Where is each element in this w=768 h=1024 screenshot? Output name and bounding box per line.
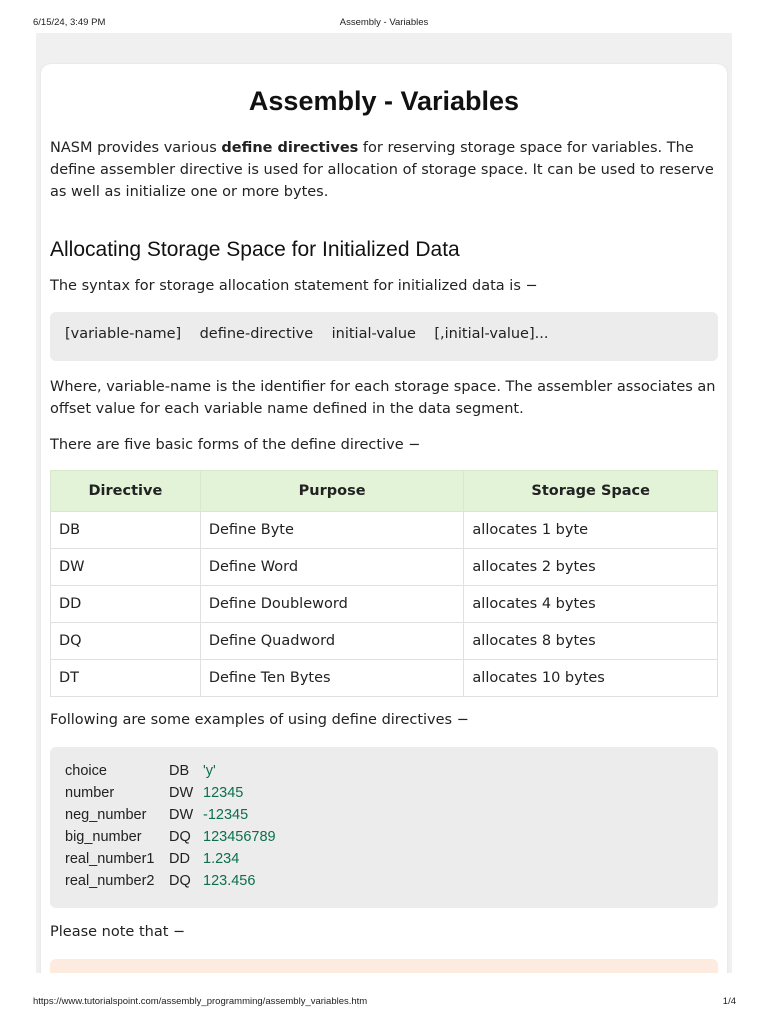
table-cell: DT — [51, 660, 201, 697]
code-variable-name: big_number — [65, 829, 142, 845]
table-cell: DB — [51, 512, 201, 549]
table-cell: allocates 8 bytes — [464, 623, 718, 660]
table-cell: Define Word — [200, 549, 464, 586]
table-cell: Define Quadword — [200, 623, 464, 660]
table-header-storage: Storage Space — [464, 471, 718, 512]
examples-code-block — [50, 747, 718, 908]
print-url: https://www.tutorialspoint.com/assembly_programming/assembly_variables.htm — [33, 996, 368, 1007]
section-heading: Allocating Storage Space for Initialized Data — [50, 238, 460, 261]
code-value: 1.234 — [203, 851, 240, 867]
table-header-row — [51, 471, 718, 512]
intro-paragraph — [50, 137, 720, 203]
table-row — [51, 660, 718, 697]
code-value: -12345 — [203, 807, 249, 823]
code-variable-name: neg_number — [65, 807, 147, 823]
code-directive: DD — [169, 851, 190, 867]
syntax-intro: The syntax for storage allocation statement for initialized data is − — [50, 278, 538, 294]
page-title: Assembly - Variables — [248, 86, 520, 116]
print-datetime: 6/15/24, 3:49 PM — [33, 17, 106, 28]
table-cell: DQ — [51, 623, 201, 660]
code-directive: DQ — [169, 829, 191, 845]
table-cell: allocates 2 bytes — [464, 549, 718, 586]
forms-intro: There are five basic forms of the define directive − — [50, 437, 421, 453]
print-page-number: 1/4 — [722, 996, 736, 1007]
code-value: 123.456 — [203, 873, 256, 889]
note-intro: Please note that − — [50, 924, 186, 940]
code-variable-name: real_number1 — [65, 851, 155, 867]
code-variable-name: number — [65, 785, 115, 801]
code-directive: DQ — [169, 873, 191, 889]
code-value: 123456789 — [203, 829, 276, 845]
code-directive: DW — [169, 785, 194, 801]
table-cell: allocates 4 bytes — [464, 586, 718, 623]
intro-bold-term: define directives — [221, 140, 359, 156]
directives-table — [50, 470, 718, 697]
table-cell: Define Doubleword — [200, 586, 464, 623]
table-cell: DD — [51, 586, 201, 623]
table-header-directive: Directive — [51, 471, 201, 512]
code-variable-name: real_number2 — [65, 873, 155, 889]
syntax-text: [variable-name] define-directive initial-value [,initial-value]... — [65, 326, 549, 342]
article-card — [41, 64, 727, 973]
intro-text-before: NASM provides various — [50, 140, 222, 156]
table-cell: DW — [51, 549, 201, 586]
print-header — [0, 0, 768, 34]
code-directive: DB — [169, 763, 190, 779]
table-row — [51, 586, 718, 623]
syntax-code-block — [50, 312, 718, 361]
table-header-purpose: Purpose — [200, 471, 464, 512]
note-box — [50, 959, 718, 973]
code-value: 'y' — [203, 763, 216, 779]
table-row — [51, 549, 718, 586]
table-row — [51, 512, 718, 549]
table-cell: allocates 1 byte — [464, 512, 718, 549]
where-paragraph: Where, variable-name is the identifier for each storage space. The assembler associates an offset value for each variable name defined in the data segment. — [50, 379, 716, 417]
print-title: Assembly - Variables — [339, 17, 429, 28]
intro-text-after: for reserving storage space for variables. The define assembler directive is used for allocation of storage space. It can be used to reserve as well as initialize one or more bytes. — [50, 140, 714, 200]
table-cell: Define Byte — [200, 512, 464, 549]
code-directive: DW — [169, 807, 194, 823]
print-footer — [0, 990, 768, 1024]
table-row — [51, 623, 718, 660]
examples-intro: Following are some examples of using define directives − — [50, 712, 469, 728]
table-cell: allocates 10 bytes — [464, 660, 718, 697]
code-value: 12345 — [203, 785, 244, 801]
code-variable-name: choice — [65, 763, 107, 779]
page-background — [36, 33, 732, 973]
table-cell: Define Ten Bytes — [200, 660, 464, 697]
